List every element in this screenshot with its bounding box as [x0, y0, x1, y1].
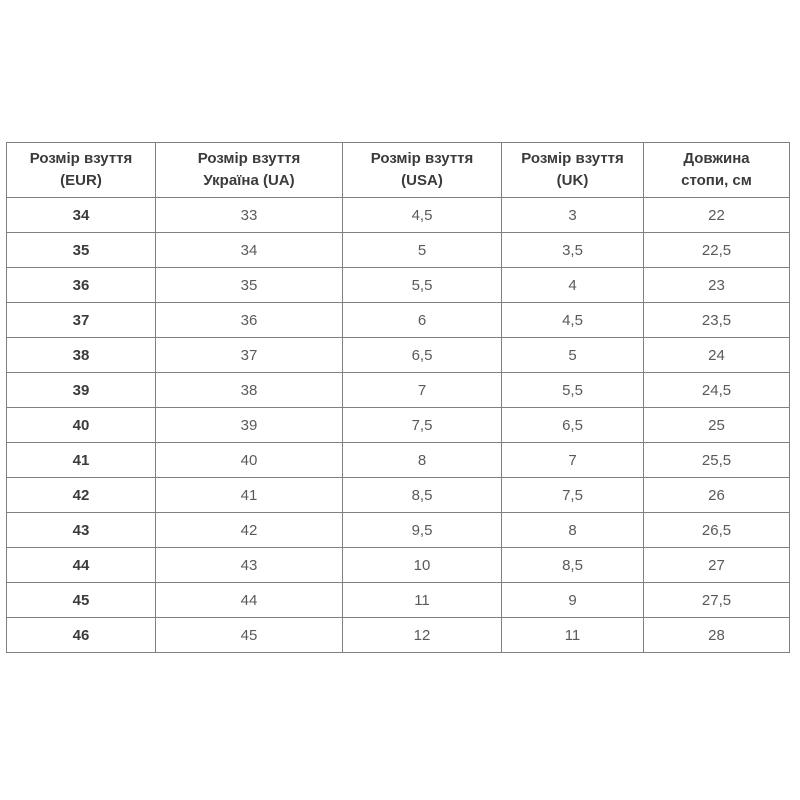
- eur-size-cell: 44: [7, 548, 156, 583]
- ua-size-cell: 41: [156, 478, 343, 513]
- ua-size-cell: 45: [156, 618, 343, 653]
- uk-size-cell: 7,5: [502, 478, 644, 513]
- foot-length-cell: 24: [644, 338, 790, 373]
- ua-size-cell: 39: [156, 408, 343, 443]
- table-header: [7, 143, 790, 198]
- uk-size-cell: 4,5: [502, 303, 644, 338]
- uk-size-cell: 9: [502, 583, 644, 618]
- table-row: [7, 443, 790, 478]
- table-header-row: [7, 143, 790, 198]
- ua-size-cell: 37: [156, 338, 343, 373]
- ua-size-cell: 44: [156, 583, 343, 618]
- ua-size-cell: 38: [156, 373, 343, 408]
- table-row: [7, 338, 790, 373]
- table-row: [7, 408, 790, 443]
- table-row: [7, 233, 790, 268]
- uk-size-cell: 11: [502, 618, 644, 653]
- foot-length-cell: 26: [644, 478, 790, 513]
- table-row: [7, 268, 790, 303]
- ua-size-cell: 42: [156, 513, 343, 548]
- usa-size-cell: 10: [343, 548, 502, 583]
- column-header-eur: Розмір взуття (EUR): [7, 143, 156, 198]
- usa-size-cell: 8,5: [343, 478, 502, 513]
- eur-size-cell: 46: [7, 618, 156, 653]
- usa-size-cell: 9,5: [343, 513, 502, 548]
- usa-size-cell: 7,5: [343, 408, 502, 443]
- ua-size-cell: 33: [156, 198, 343, 233]
- column-header-ua: Розмір взуття Україна (UA): [156, 143, 343, 198]
- foot-length-cell: 23,5: [644, 303, 790, 338]
- eur-size-cell: 40: [7, 408, 156, 443]
- column-header-usa: Розмір взуття (USA): [343, 143, 502, 198]
- usa-size-cell: 7: [343, 373, 502, 408]
- uk-size-cell: 8,5: [502, 548, 644, 583]
- foot-length-cell: 22: [644, 198, 790, 233]
- usa-size-cell: 6: [343, 303, 502, 338]
- eur-size-cell: 34: [7, 198, 156, 233]
- foot-length-cell: 26,5: [644, 513, 790, 548]
- eur-size-cell: 45: [7, 583, 156, 618]
- eur-size-cell: 39: [7, 373, 156, 408]
- eur-size-cell: 41: [7, 443, 156, 478]
- ua-size-cell: 36: [156, 303, 343, 338]
- eur-size-cell: 43: [7, 513, 156, 548]
- ua-size-cell: 43: [156, 548, 343, 583]
- eur-size-cell: 37: [7, 303, 156, 338]
- foot-length-cell: 24,5: [644, 373, 790, 408]
- foot-length-cell: 25,5: [644, 443, 790, 478]
- uk-size-cell: 3,5: [502, 233, 644, 268]
- table-row: [7, 548, 790, 583]
- ua-size-cell: 35: [156, 268, 343, 303]
- column-header-foot-length: Довжина стопи, см: [644, 143, 790, 198]
- eur-size-cell: 35: [7, 233, 156, 268]
- column-header-uk: Розмір взуття (UK): [502, 143, 644, 198]
- shoe-size-table: [6, 142, 790, 653]
- foot-length-cell: 27,5: [644, 583, 790, 618]
- usa-size-cell: 8: [343, 443, 502, 478]
- table-row: [7, 618, 790, 653]
- table-row: [7, 198, 790, 233]
- table-row: [7, 583, 790, 618]
- table-row: [7, 373, 790, 408]
- uk-size-cell: 3: [502, 198, 644, 233]
- uk-size-cell: 6,5: [502, 408, 644, 443]
- uk-size-cell: 5,5: [502, 373, 644, 408]
- table-row: [7, 303, 790, 338]
- foot-length-cell: 27: [644, 548, 790, 583]
- ua-size-cell: 40: [156, 443, 343, 478]
- usa-size-cell: 6,5: [343, 338, 502, 373]
- eur-size-cell: 36: [7, 268, 156, 303]
- foot-length-cell: 28: [644, 618, 790, 653]
- eur-size-cell: 42: [7, 478, 156, 513]
- table-body: [7, 198, 790, 653]
- table-row: [7, 478, 790, 513]
- usa-size-cell: 11: [343, 583, 502, 618]
- usa-size-cell: 5: [343, 233, 502, 268]
- table-row: [7, 513, 790, 548]
- shoe-size-table-container: [6, 142, 789, 653]
- usa-size-cell: 4,5: [343, 198, 502, 233]
- foot-length-cell: 22,5: [644, 233, 790, 268]
- foot-length-cell: 23: [644, 268, 790, 303]
- usa-size-cell: 12: [343, 618, 502, 653]
- foot-length-cell: 25: [644, 408, 790, 443]
- uk-size-cell: 5: [502, 338, 644, 373]
- uk-size-cell: 7: [502, 443, 644, 478]
- uk-size-cell: 4: [502, 268, 644, 303]
- ua-size-cell: 34: [156, 233, 343, 268]
- usa-size-cell: 5,5: [343, 268, 502, 303]
- uk-size-cell: 8: [502, 513, 644, 548]
- eur-size-cell: 38: [7, 338, 156, 373]
